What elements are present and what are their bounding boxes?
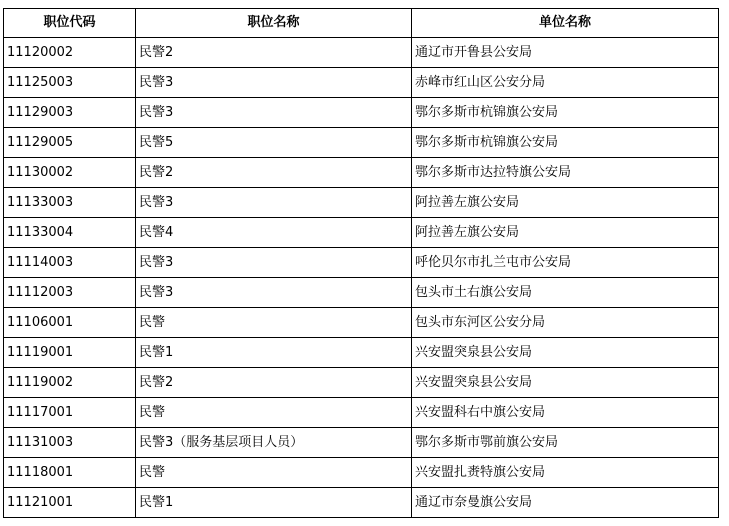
positions-table <box>3 8 719 518</box>
table-header <box>4 9 719 38</box>
position-name-cell: 民警 <box>136 398 412 428</box>
position-code-cell: 11120002 <box>4 38 136 68</box>
table-row <box>4 308 719 338</box>
table-row <box>4 428 719 458</box>
position-name-cell: 民警1 <box>136 488 412 518</box>
table-row <box>4 338 719 368</box>
unit-name-cell: 通辽市奈曼旗公安局 <box>412 488 719 518</box>
table-row <box>4 38 719 68</box>
position-name-cell: 民警5 <box>136 128 412 158</box>
unit-name-cell: 兴安盟突泉县公安局 <box>412 338 719 368</box>
table-row <box>4 488 719 518</box>
position-name-cell: 民警3 <box>136 98 412 128</box>
position-code-cell: 11119001 <box>4 338 136 368</box>
position-code-cell: 11125003 <box>4 68 136 98</box>
position-code-cell: 11129003 <box>4 98 136 128</box>
position-name-cell: 民警 <box>136 308 412 338</box>
position-name-cell: 民警 <box>136 458 412 488</box>
position-code-cell: 11131003 <box>4 428 136 458</box>
position-code-cell: 11114003 <box>4 248 136 278</box>
unit-name-cell: 包头市东河区公安分局 <box>412 308 719 338</box>
header-position-code: 职位代码 <box>4 9 136 38</box>
table-row <box>4 278 719 308</box>
unit-name-cell: 呼伦贝尔市扎兰屯市公安局 <box>412 248 719 278</box>
position-code-cell: 11121001 <box>4 488 136 518</box>
position-code-cell: 11118001 <box>4 458 136 488</box>
table-row <box>4 128 719 158</box>
position-name-cell: 民警2 <box>136 38 412 68</box>
header-unit-name: 单位名称 <box>412 9 719 38</box>
unit-name-cell: 阿拉善左旗公安局 <box>412 218 719 248</box>
position-name-cell: 民警1 <box>136 338 412 368</box>
position-name-cell: 民警3（服务基层项目人员） <box>136 428 412 458</box>
unit-name-cell: 兴安盟突泉县公安局 <box>412 368 719 398</box>
table-body <box>4 38 719 518</box>
table-row <box>4 68 719 98</box>
position-code-cell: 11130002 <box>4 158 136 188</box>
position-name-cell: 民警3 <box>136 278 412 308</box>
table-row <box>4 248 719 278</box>
unit-name-cell: 鄂尔多斯市杭锦旗公安局 <box>412 98 719 128</box>
unit-name-cell: 鄂尔多斯市达拉特旗公安局 <box>412 158 719 188</box>
unit-name-cell: 阿拉善左旗公安局 <box>412 188 719 218</box>
table-row <box>4 158 719 188</box>
unit-name-cell: 赤峰市红山区公安分局 <box>412 68 719 98</box>
position-name-cell: 民警2 <box>136 368 412 398</box>
table-row <box>4 188 719 218</box>
table-row <box>4 458 719 488</box>
position-code-cell: 11129005 <box>4 128 136 158</box>
header-position-name: 职位名称 <box>136 9 412 38</box>
unit-name-cell: 兴安盟科右中旗公安局 <box>412 398 719 428</box>
position-code-cell: 11106001 <box>4 308 136 338</box>
unit-name-cell: 鄂尔多斯市鄂前旗公安局 <box>412 428 719 458</box>
header-row <box>4 9 719 38</box>
position-code-cell: 11112003 <box>4 278 136 308</box>
position-name-cell: 民警4 <box>136 218 412 248</box>
position-code-cell: 11133004 <box>4 218 136 248</box>
unit-name-cell: 包头市土右旗公安局 <box>412 278 719 308</box>
unit-name-cell: 兴安盟扎赉特旗公安局 <box>412 458 719 488</box>
table-row <box>4 218 719 248</box>
position-code-cell: 11119002 <box>4 368 136 398</box>
position-code-cell: 11133003 <box>4 188 136 218</box>
unit-name-cell: 鄂尔多斯市杭锦旗公安局 <box>412 128 719 158</box>
table-row <box>4 398 719 428</box>
table-row <box>4 98 719 128</box>
table-row <box>4 368 719 398</box>
position-code-cell: 11117001 <box>4 398 136 428</box>
position-name-cell: 民警3 <box>136 248 412 278</box>
position-name-cell: 民警3 <box>136 68 412 98</box>
position-name-cell: 民警2 <box>136 158 412 188</box>
unit-name-cell: 通辽市开鲁县公安局 <box>412 38 719 68</box>
position-name-cell: 民警3 <box>136 188 412 218</box>
